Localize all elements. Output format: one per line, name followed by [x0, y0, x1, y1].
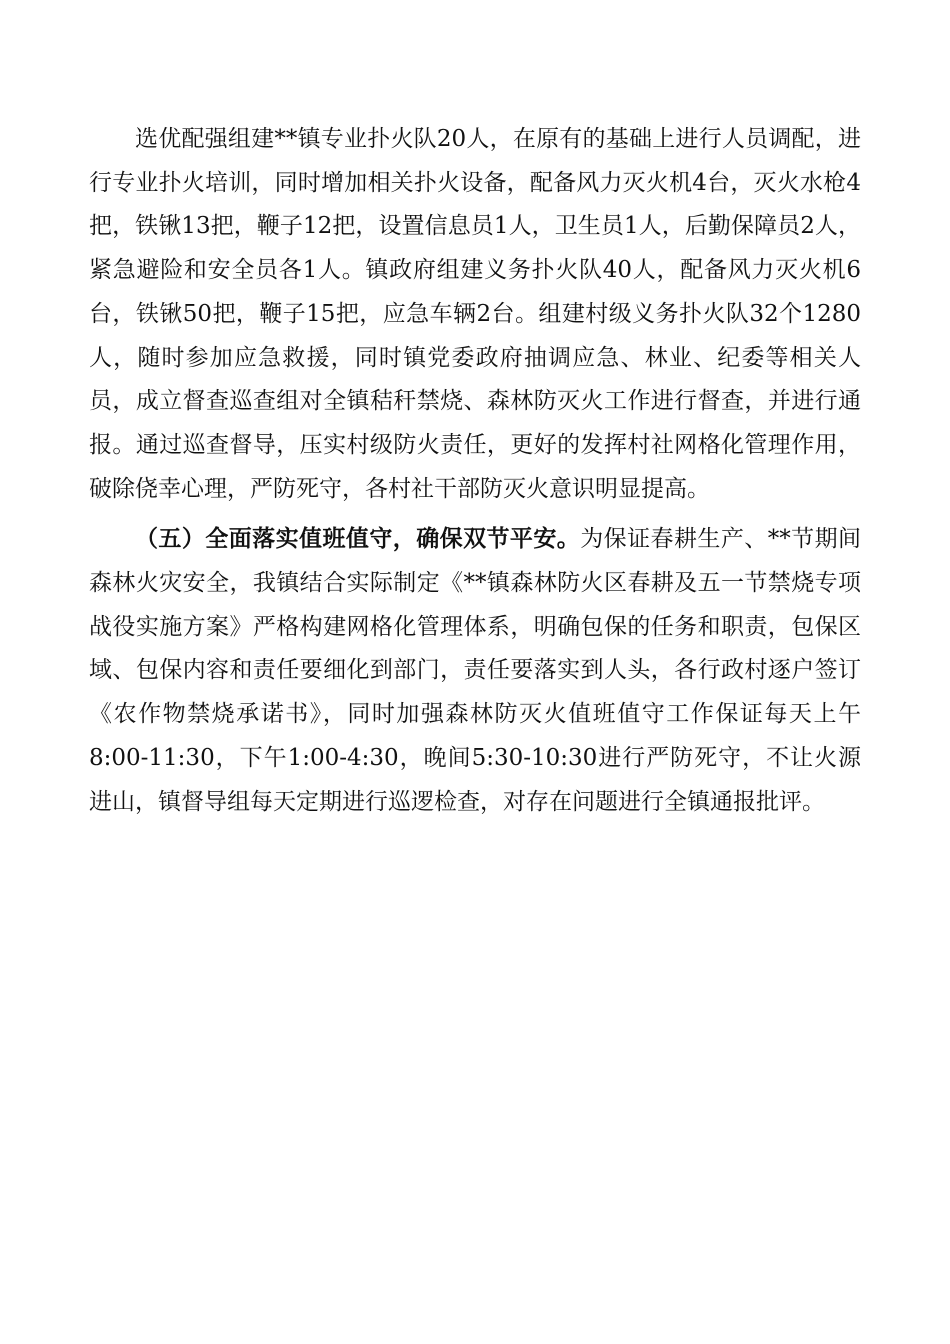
paragraph-duty-on-watch [89, 517, 861, 824]
document-body [89, 118, 861, 824]
paragraph-fire-brigade-organization: 选优配强组建**镇专业扑火队20人，在原有的基础上进行人员调配，进行专业扑火培训，同时增加相关扑火设备，配备风力灭火机4台，灭火水枪4把，铁锹13把，鞭子12把，设置信息员1人，卫生员1人，后勤保障员2人，紧急避险和安全员各1人。镇政府组建义务扑火队40人，配备风力灭火机6台，铁锹50把，鞭子15把，应急车辆2台。组建村级义务扑火队32个1280人，随时参加应急救援，同时镇党委政府抽调应急、林业、纪委等相关人员，成立督查巡查组对全镇秸秆禁烧、森林防灭火工作进行督查，并进行通报。通过巡查督导，压实村级防火责任，更好的发挥村社网格化管理作用，破除侥幸心理，严防死守，各村社干部防灭火意识明显提高。 [89, 126, 861, 502]
section-five-body: 为保证春耕生产、**节期间森林火灾安全，我镇结合实际制定《**镇森林防火区春耕及五一节禁烧专项战役实施方案》严格构建网格化管理体系，明确包保的任务和职责，包保区域、包保内容和责任要细化到部门，责任要落实到人头，各行政村逐户签订《农作物禁烧承诺书》，同时加强森林防灭火值班值守工作保证每天上午8:00-11:30，下午1:00-4:30，晚间5:30-10:30进行严防死守，不让火源进山，镇督导组每天定期进行巡逻检查，对存在问题进行全镇通报批评。 [89, 526, 862, 815]
section-heading-five: （五）全面落实值班值守，确保双节平安。 [135, 525, 581, 553]
